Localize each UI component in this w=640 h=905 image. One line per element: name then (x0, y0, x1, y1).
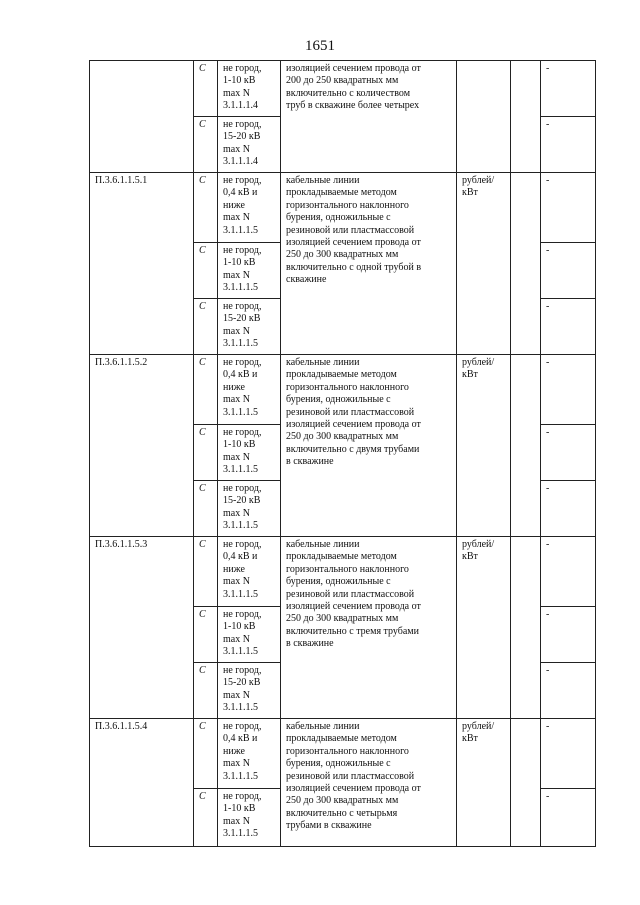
rate-value: - (541, 789, 596, 847)
condition-line: 3.1.1.1.5 (223, 282, 258, 294)
description-line: трубами в скважине (286, 820, 372, 832)
cable-line-description (281, 173, 457, 355)
connection-condition (218, 537, 281, 607)
description-line: включительно с тремя трубами (286, 625, 419, 637)
table-row (90, 719, 596, 789)
rate-value: - (541, 243, 596, 299)
condition-line: 3.1.1.1.5 (223, 646, 258, 658)
description-line: изоляцией сечением провода от (286, 419, 421, 431)
description-line: резиновой или пластмассовой (286, 770, 415, 782)
description-line: резиновой или пластмассовой (286, 406, 415, 418)
description-line: кабельные линии (286, 539, 360, 550)
page-number: 1651 (305, 38, 335, 54)
condition-line: max N (223, 507, 250, 519)
condition-line: 1-10 кВ (223, 257, 256, 269)
connection-condition (218, 61, 281, 117)
description-line: включительно с одной трубой в (286, 261, 422, 273)
condition-line: max N (223, 87, 250, 99)
unit-of-measure (457, 61, 511, 173)
condition-line: ниже (223, 381, 245, 393)
description-line: кабельные линии (286, 721, 360, 732)
item-code: П.3.6.1.1.5.2 (90, 355, 194, 537)
connection-condition (218, 173, 281, 243)
consumer-category-symbol: С (194, 537, 218, 607)
item-code: П.3.6.1.1.5.1 (90, 173, 194, 355)
condition-line: max N (223, 576, 250, 588)
tariff-table-body (90, 61, 596, 847)
connection-condition (218, 355, 281, 425)
condition-line: 15-20 кВ (223, 313, 261, 325)
description-line: в скважине (286, 456, 334, 468)
condition-line: max N (223, 758, 250, 770)
connection-condition (218, 117, 281, 173)
description-line: 250 до 300 квадратных мм (286, 613, 399, 625)
condition-line: не город, (223, 63, 262, 74)
connection-condition (218, 243, 281, 299)
consumer-category-symbol: С (194, 663, 218, 719)
table-row (90, 355, 596, 425)
condition-line: max N (223, 143, 250, 155)
consumer-category-symbol: С (194, 481, 218, 537)
rate-value: - (541, 355, 596, 425)
description-line: включительно с количеством (286, 87, 411, 99)
connection-condition (218, 607, 281, 663)
item-code: П.3.6.1.1.5.4 (90, 719, 194, 847)
rate-value: - (541, 719, 596, 789)
cable-line-description (281, 537, 457, 719)
condition-line: не город, (223, 301, 262, 312)
condition-line: 15-20 кВ (223, 495, 261, 507)
description-line: горизонтального наклонного (286, 199, 409, 211)
condition-line: 3.1.1.1.5 (223, 702, 258, 714)
condition-line: не город, (223, 539, 262, 550)
condition-line: 1-10 кВ (223, 75, 256, 87)
condition-line: 3.1.1.1.5 (223, 338, 258, 350)
description-line: бурения, одножильные с (286, 758, 391, 770)
connection-condition (218, 299, 281, 355)
rate-value: - (541, 425, 596, 481)
connection-condition (218, 719, 281, 789)
rate-value: - (541, 299, 596, 355)
description-line: скважине (286, 274, 327, 286)
empty-rate-cell (511, 355, 541, 537)
condition-line: max N (223, 451, 250, 463)
description-line: включительно с четырьмя (286, 807, 398, 819)
rate-value: - (541, 173, 596, 243)
description-line: кабельные линии (286, 175, 360, 186)
description-line: изоляцией сечением провода от (286, 601, 421, 613)
consumer-category-symbol: С (194, 173, 218, 243)
condition-line: 0,4 кВ и (223, 187, 258, 199)
condition-line: ниже (223, 563, 245, 575)
unit-of-measure: рублей/ кВт (457, 719, 511, 847)
consumer-category-symbol: С (194, 355, 218, 425)
condition-line: ниже (223, 199, 245, 211)
cable-line-description (281, 61, 457, 173)
description-line: изоляцией сечением провода от (286, 63, 421, 74)
rate-value: - (541, 537, 596, 607)
rate-value: - (541, 117, 596, 173)
connection-condition (218, 481, 281, 537)
description-line: бурения, одножильные с (286, 576, 391, 588)
description-line: горизонтального наклонного (286, 745, 409, 757)
condition-line: 3.1.1.1.4 (223, 100, 258, 112)
condition-line: не город, (223, 245, 262, 256)
consumer-category-symbol: С (194, 243, 218, 299)
condition-line: max N (223, 212, 250, 224)
condition-line: не город, (223, 721, 262, 732)
condition-line: max N (223, 689, 250, 701)
cable-line-description (281, 355, 457, 537)
description-line: бурения, одножильные с (286, 394, 391, 406)
connection-condition (218, 663, 281, 719)
description-line: кабельные линии (286, 357, 360, 368)
consumer-category-symbol: С (194, 299, 218, 355)
condition-line: 3.1.1.1.5 (223, 828, 258, 840)
empty-rate-cell (511, 537, 541, 719)
description-line: 250 до 300 квадратных мм (286, 431, 399, 443)
consumer-category-symbol: С (194, 719, 218, 789)
description-line: прокладываемые методом (286, 733, 397, 745)
condition-line: 3.1.1.1.5 (223, 520, 258, 532)
condition-line: 3.1.1.1.5 (223, 464, 258, 476)
condition-line: max N (223, 633, 250, 645)
description-line: 250 до 300 квадратных мм (286, 249, 399, 261)
table-row (90, 173, 596, 243)
consumer-category-symbol: С (194, 61, 218, 117)
description-line: горизонтального наклонного (286, 381, 409, 393)
condition-line: не город, (223, 427, 262, 438)
item-code (90, 61, 194, 173)
description-line: 200 до 250 квадратных мм (286, 75, 399, 87)
rate-value: - (541, 481, 596, 537)
connection-condition (218, 789, 281, 847)
unit-of-measure: рублей/ кВт (457, 173, 511, 355)
condition-line: не город, (223, 609, 262, 620)
description-line: в скважине (286, 638, 334, 650)
description-line: резиновой или пластмассовой (286, 588, 415, 600)
unit-of-measure: рублей/ кВт (457, 537, 511, 719)
cable-line-description (281, 719, 457, 847)
condition-line: 15-20 кВ (223, 131, 261, 143)
description-line: прокладываемые методом (286, 187, 397, 199)
table-row (90, 537, 596, 607)
condition-line: max N (223, 269, 250, 281)
condition-line: не город, (223, 483, 262, 494)
description-line: бурения, одножильные с (286, 212, 391, 224)
condition-line: max N (223, 325, 250, 337)
table-row (90, 61, 596, 117)
description-line: включительно с двумя трубами (286, 443, 420, 455)
condition-line: 0,4 кВ и (223, 369, 258, 381)
condition-line: 1-10 кВ (223, 621, 256, 633)
empty-rate-cell (511, 173, 541, 355)
consumer-category-symbol: С (194, 789, 218, 847)
consumer-category-symbol: С (194, 607, 218, 663)
rate-value: - (541, 61, 596, 117)
description-line: резиновой или пластмассовой (286, 224, 415, 236)
condition-line: 0,4 кВ и (223, 733, 258, 745)
condition-line: 3.1.1.1.5 (223, 588, 258, 600)
description-line: 250 до 300 квадратных мм (286, 795, 399, 807)
description-line: прокладываемые методом (286, 369, 397, 381)
condition-line: 1-10 кВ (223, 803, 256, 815)
description-line: изоляцией сечением провода от (286, 237, 421, 249)
condition-line: 15-20 кВ (223, 677, 261, 689)
description-line: прокладываемые методом (286, 551, 397, 563)
condition-line: max N (223, 394, 250, 406)
condition-line: 3.1.1.1.5 (223, 224, 258, 236)
condition-line: 3.1.1.1.4 (223, 156, 258, 168)
condition-line: max N (223, 815, 250, 827)
tariff-table (89, 60, 596, 847)
condition-line: 1-10 кВ (223, 439, 256, 451)
empty-rate-cell (511, 61, 541, 173)
condition-line: не город, (223, 665, 262, 676)
condition-line: не город, (223, 119, 262, 130)
description-line: труб в скважине более четырех (286, 100, 420, 112)
condition-line: 3.1.1.1.5 (223, 770, 258, 782)
condition-line: не город, (223, 357, 262, 368)
unit-of-measure: рублей/ кВт (457, 355, 511, 537)
rate-value: - (541, 607, 596, 663)
condition-line: не город, (223, 791, 262, 802)
condition-line: 3.1.1.1.5 (223, 406, 258, 418)
description-line: изоляцией сечением провода от (286, 783, 421, 795)
empty-rate-cell (511, 719, 541, 847)
rate-value: - (541, 663, 596, 719)
condition-line: ниже (223, 745, 245, 757)
consumer-category-symbol: С (194, 117, 218, 173)
connection-condition (218, 425, 281, 481)
condition-line: не город, (223, 175, 262, 186)
description-line: горизонтального наклонного (286, 563, 409, 575)
condition-line: 0,4 кВ и (223, 551, 258, 563)
consumer-category-symbol: С (194, 425, 218, 481)
item-code: П.3.6.1.1.5.3 (90, 537, 194, 719)
